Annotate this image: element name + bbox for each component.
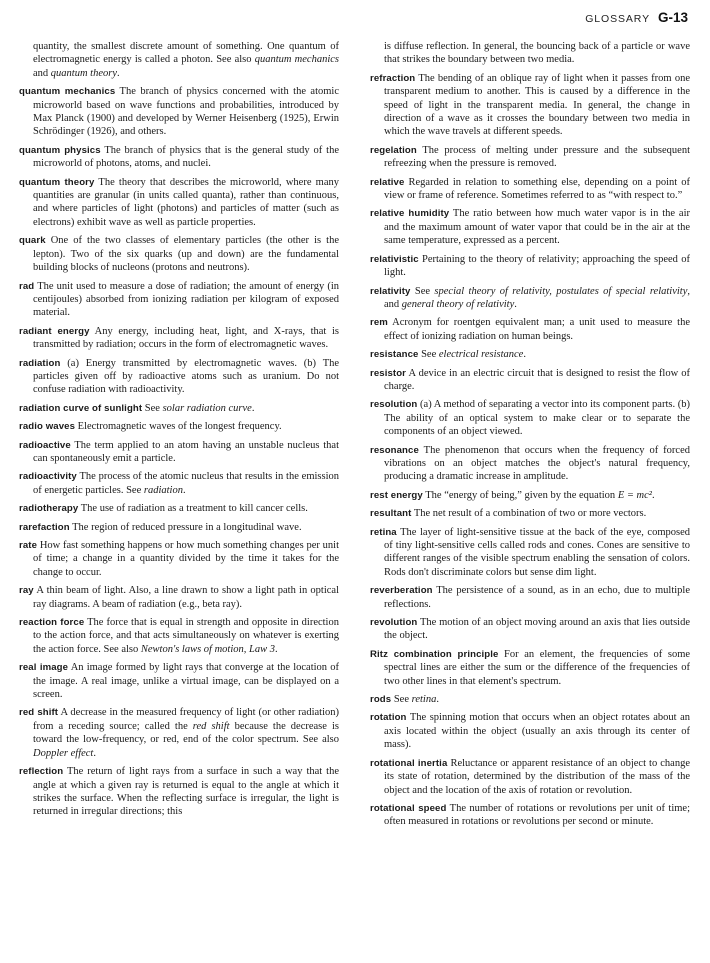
glossary-entry [370, 757, 690, 797]
glossary-entry [370, 489, 690, 502]
cross-reference: radiation [143, 484, 183, 496]
glossary-entry [370, 144, 690, 171]
definition-text: The number of rotations or revolutions per unit of time; often measured in rotations or revolutions per second or minute. [384, 802, 691, 828]
glossary-entry [370, 176, 690, 203]
glossary-term: rods [370, 694, 392, 706]
definition-text: Reluctance or apparent resistance of an object to change its state of rotation, determined by the distribution of the mass of the object and the location of the axis of rotation or revolution. [384, 757, 691, 796]
glossary-term: radioactive [19, 439, 71, 451]
glossary-term: real image [19, 662, 69, 674]
definition-text: Electromagnetic waves of the longest frequency. [77, 421, 282, 433]
glossary-term: rem [370, 317, 388, 329]
glossary-entry [19, 40, 339, 80]
glossary-entry [19, 616, 339, 656]
glossary-entry [370, 693, 690, 706]
glossary-term: rarefaction [19, 521, 70, 533]
glossary-entry [370, 507, 690, 520]
definition-text: because the decrease is toward the low-frequency, or red, end of the color spectrum. See also [33, 720, 339, 746]
glossary-entry [370, 253, 690, 280]
glossary-term: rotation [370, 712, 407, 724]
definition-text: The net result of a combination of two or more vectors. [413, 508, 647, 520]
definition-text: The phenomenon that occurs when the frequency of forced vibrations on an object matches the object's natural frequency, producing a dramatic increase in amplitude. [384, 444, 690, 483]
glossary-term: relativity [370, 285, 411, 297]
glossary-term: rotational inertia [370, 757, 448, 769]
definition-text: The process of melting under pressure and the subsequent refreezing when the pressure is removed. [384, 144, 690, 170]
definition-text: The ratio between how much water vapor is in the air and the maximum amount of water vapor that could be in the air at the same temperature, expressed as a percent. [384, 208, 690, 247]
definition-text: The region of reduced pressure in a longitudinal wave. [72, 521, 302, 533]
glossary-entry [370, 711, 690, 751]
glossary-term: revolution [370, 617, 418, 629]
glossary-entry [370, 616, 690, 643]
glossary-term: resonance [370, 444, 419, 456]
definition-text: is diffuse reflection. In general, the bouncing back of a particle or wave that strikes the boundary between two media. [384, 41, 690, 66]
definition-text: How fast something happens or how much something changes per unit of time; a change in a quantity divided by the time it takes for the change to occur. [33, 540, 340, 578]
glossary-entry [370, 207, 690, 247]
cross-reference: Doppler effect [33, 747, 94, 759]
definition-text: The motion of an object moving around an axis that lies outside the object. [384, 617, 690, 642]
glossary-term: quantum theory [19, 176, 95, 188]
definition-text: . [117, 67, 120, 79]
cross-reference: retina [411, 694, 437, 706]
page-number: G-13 [657, 10, 688, 25]
glossary-term: retina [370, 526, 397, 538]
definition-text: The return of light rays from a surface in such a way that the angle at which a given ray is returned is equal to the angle at which it strikes the surface. When the reflecting surface is irregular, the light is returned in irregular directions; this [33, 766, 339, 818]
glossary-entry [19, 357, 339, 397]
definition-text: The theory that describes the microworld, where many quantities are granular (in units called quanta), rather than continuous, and where particles of light (photons) and particles of matter (such as electrons) exhibit wave as well as particle properties. [33, 176, 339, 228]
glossary-entry [19, 706, 339, 760]
definition-text: The branch of physics concerned with the atomic microworld based on wave functions and probabilities, introduced by Max Planck (1900) and developed by Werner Heisenberg (1925), Erwin Schrödinger (1926), and others. [33, 86, 340, 138]
definition-text: . [436, 694, 439, 706]
glossary-entry [19, 521, 339, 534]
definition-text: . [651, 489, 655, 501]
definition-text: Pertaining to the theory of relativity; approaching the speed of light. [384, 253, 691, 279]
glossary-term: reverberation [370, 585, 433, 597]
glossary-column-left [19, 40, 339, 824]
definition-text: A decrease in the measured frequency of light (or other radiation) from a receding source; called the [33, 707, 339, 732]
cross-reference: E = mc² [617, 489, 652, 501]
definition-text: . [514, 298, 517, 310]
glossary-column-right [370, 40, 690, 834]
glossary-entry [19, 661, 339, 701]
glossary-term: rest energy [370, 489, 423, 501]
glossary-term: relative humidity [370, 208, 450, 220]
definition-text: A device in an electric circuit that is designed to resist the flow of charge. [384, 367, 691, 392]
cross-reference: quantum mechanics [254, 54, 339, 66]
glossary-entry [19, 280, 339, 320]
glossary-entry [370, 526, 690, 580]
glossary-entry [370, 40, 690, 67]
glossary-entry [370, 72, 690, 139]
glossary-term: radiation curve of sunlight [19, 402, 143, 414]
cross-reference: solar radiation curve [162, 402, 252, 414]
glossary-term: rotational speed [370, 802, 447, 814]
definition-text: The layer of light-sensitive tissue at the back of the eye, composed of tiny light-sensitive cells called rods and cones. Cones are sensitive to different ranges of the visible spectrum enabling the sensation of colors. Rods don't discriminate colors but sense dim light. [384, 526, 691, 578]
definition-text: . [274, 643, 278, 655]
definition-text: . [182, 484, 186, 496]
glossary-entry [19, 765, 339, 819]
definition-text: Any energy, including heat, light, and X-rays, that is transmitted by radiation; occurs in the form of electromagnetic waves. [33, 325, 339, 351]
glossary-entry [370, 802, 690, 829]
definition-text: The force that is equal in strength and opposite in direction to the action force, and that acts simultaneously on whatever is exerting the action force. See also [33, 617, 339, 655]
glossary-entry [19, 539, 339, 579]
definition-text: Acronym for roentgen equivalent man; a unit used to measure the effect of ionizing radiation on human beings. [384, 317, 690, 342]
definition-text: The unit used to measure a dose of radiation; the amount of energy (in centijoules) absorbed from ionizing radiation per kilogram of exposed material. [33, 280, 339, 319]
glossary-term: quantum physics [19, 144, 101, 156]
glossary-entry [19, 176, 339, 230]
definition-text: (a) A method of separating a vector into its component parts. (b) The ability of an optical system to make clear or to separate the components of an object viewed. [384, 399, 690, 438]
glossary-term: relative [370, 176, 405, 188]
glossary-term: resistor [370, 367, 406, 379]
glossary-entry [19, 470, 339, 497]
cross-reference: red shift [192, 720, 230, 732]
glossary-entry [370, 367, 690, 394]
glossary-entry [370, 648, 690, 688]
glossary-entry [19, 325, 339, 352]
definition-text: The term applied to an atom having an unstable nucleus that can spontaneously emit a particle. [33, 439, 339, 464]
cross-reference: quantum theory [50, 67, 117, 79]
definition-text: The bending of an oblique ray of light when it passes from one transparent medium to another. This is caused by a difference in the speed of light in the transparent media. In general, the change in direction of a wave as it crosses the boundary between two media in which the wave travels at different speeds. [384, 72, 690, 138]
definition-text: The spinning motion that occurs when an object rotates about an axis located within the object (usually an axis through its center of mass). [384, 712, 691, 751]
glossary-entry [19, 85, 339, 139]
definition-text: The branch of physics that is the general study of the microworld of photons, atoms, and nuclei. [33, 144, 340, 170]
glossary-entry [19, 584, 339, 611]
glossary-term: radioactivity [19, 471, 77, 483]
glossary-term: resultant [370, 508, 412, 520]
definition-text: An image formed by light rays that converge at the location of the image. A real image, unlike a virtual image, can be displayed on a screen. [33, 662, 340, 701]
definition-text: Regarded in relation to something else, depending on a point of view or frame of reference. Sometimes referred to as “with respect to.” [384, 176, 690, 202]
glossary-term: refraction [370, 72, 416, 84]
definition-text: See [393, 694, 412, 706]
glossary-term: rate [19, 540, 37, 551]
glossary-entry [370, 584, 690, 611]
glossary-entry [19, 439, 339, 466]
glossary-term: reflection [19, 766, 64, 778]
definition-text: The “energy of being,” given by the equation [425, 489, 618, 501]
glossary-entry [370, 285, 690, 312]
glossary-term: radio waves [19, 421, 76, 433]
cross-reference: electrical resistance [438, 349, 524, 361]
glossary-term: radiant energy [19, 325, 90, 337]
definition-text: quantity, the smallest discrete amount of something. One quantum of electromagnetic energy is called a photon. See also [33, 41, 339, 66]
cross-reference: Newton's laws of motion, Law 3 [140, 643, 275, 655]
glossary-term: rad [19, 280, 35, 292]
definition-text: , and [384, 285, 690, 310]
definition-text: . [251, 402, 255, 414]
glossary-term: quark [19, 235, 46, 247]
definition-text: and [33, 67, 51, 79]
glossary-entry [370, 398, 690, 438]
glossary-entry [19, 502, 339, 515]
glossary-entry [19, 420, 339, 433]
cross-reference: special theory of relativity, postulates of special relativity [434, 285, 688, 297]
glossary-term: resolution [370, 399, 418, 411]
definition-text: (a) Energy transmitted by electromagnetic waves. (b) The particles given off by radioactive atoms such as uranium. Do not confuse radiation with radioactivity. [33, 357, 340, 396]
glossary-term: regelation [370, 144, 417, 156]
glossary-term: radiotherapy [19, 503, 79, 515]
glossary-term: red shift [19, 707, 59, 719]
glossary-term: quantum mechanics [19, 86, 116, 98]
definition-text: For an element, the frequencies of some spectral lines are either the sum or the difference of the frequencies of two other lines in that element's spectrum. [384, 648, 691, 687]
glossary-term: radiation [19, 357, 61, 369]
glossary-entry [370, 444, 690, 484]
glossary-entry [19, 144, 339, 171]
definition-text: . [523, 349, 526, 361]
definition-text: See [144, 402, 163, 414]
glossary-term: ray [19, 585, 34, 597]
definition-text: See [421, 349, 439, 361]
page-header [585, 10, 688, 25]
definition-text: . [93, 747, 96, 759]
cross-reference: general theory of relativity [401, 298, 515, 310]
glossary-term: Ritz combination principle [370, 648, 499, 660]
glossary-entry [370, 316, 690, 343]
definition-text: One of the two classes of elementary particles (the other is the lepton). Two of the six quarks (up and down) are the fundamental building blocks of nucleons (protons and neutrons). [33, 235, 340, 274]
definition-text: The use of radiation as a treatment to kill cancer cells. [80, 503, 308, 515]
glossary-term: reaction force [19, 617, 85, 629]
glossary-term: relativistic [370, 253, 419, 265]
definition-text: See [414, 285, 435, 297]
section-title: GLOSSARY [585, 13, 650, 25]
definition-text: The persistence of a sound, as in an echo, due to multiple reflections. [384, 585, 690, 610]
glossary-term: resistance [370, 349, 419, 361]
glossary-entry [370, 348, 690, 361]
glossary-entry [19, 402, 339, 415]
definition-text: A thin beam of light. Also, a line drawn to show a light path in optical ray diagrams. A beam of radiation (e.g., beta ray). [33, 585, 340, 610]
glossary-entry [19, 234, 339, 274]
definition-text: The process of the atomic nucleus that results in the emission of energetic particles. See [33, 471, 340, 496]
